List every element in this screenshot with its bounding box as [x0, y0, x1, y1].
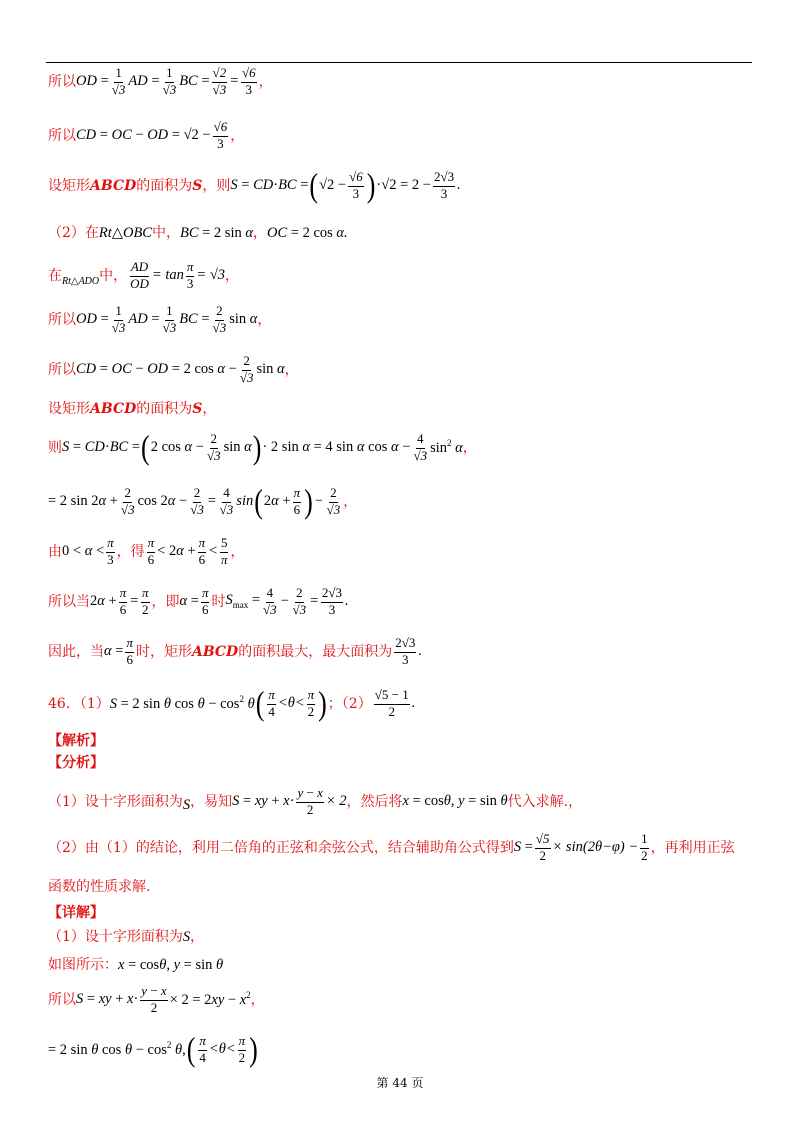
- line-max: 所以当 2α + $\frac{\pi}{6}$ = $\frac{\pi}{2}$ ，即 α = $\frac{\pi}{6}$ 时 $S_{max}$ = 4 √ 3 − 2 √ 3 = $\frac{2√ 3}{3}$ .: [48, 586, 349, 617]
- line-od: 所以 OD = 1 √ 3 AD = 1 √ 3 BC = √ 2 √ 3 = √ $\frac{6}{3}$ ，: [48, 66, 273, 97]
- line-set-rect: 设矩形 ABCD 的面积为 S ，: [48, 401, 217, 417]
- line-fx2-cont: 函数的性质求解.: [48, 879, 151, 895]
- line-od2: 所以 OD = 1 √ 3 AD = 1 √ 3 BC = 2 √ 3 sin α ，: [48, 304, 271, 335]
- line-cd2: 所以 CD = OC − OD = 2 cos α − 2 √ 3 sin α ，: [48, 354, 299, 385]
- line-part2: （2）在 Rt△OBC 中， BC = 2 sin α ， OC = 2 cos α .: [48, 225, 348, 242]
- header-rule: [46, 62, 752, 63]
- section-xiangjie: 【详解】: [48, 905, 104, 921]
- line-s-final: = 2 sin θ $\cos \theta - \cos^2 \theta$, ( $\frac{\pi}{4}$ < θ < $\frac{\pi}{2}$ ): [48, 1030, 258, 1068]
- section-fenxi: 【分析】: [48, 755, 104, 771]
- line-fx1: （1）设十字形面积为 S ，易知 S = xy + x· $\frac{y - x}{2}$ × 2 ，然后将 x = cosθ, y = sin θ 代入求解.，: [48, 785, 583, 817]
- line-q46: 46．（1） S = 2 sin θ $\cos \theta - \cos^2 \theta$ ( $\frac{\pi}{4}$ < θ < $\frac{\pi}{2}$ ) ；（2） √ $\frac{5 - 1}{2}$ .: [48, 688, 415, 719]
- line-xj1: （1）设十字形面积为 S ，: [48, 929, 205, 946]
- line-area1: 设矩形 ABCD 的面积为 S ，则 S = CD·BC = ( √ 2 − √ $\frac{6}{3}$ ) ·√ 2 = 2 − $\frac{2√ 3}{3}$ .: [48, 170, 461, 201]
- line-cd: 所以 CD = OC − OD = √ 2 − √ $\frac{6}{3}$ ，: [48, 120, 244, 151]
- section-jiexi: 【解析】: [48, 733, 104, 749]
- line-s-simplify: = 2 sin 2α + 2 √ 3 cos 2α − 2 √ 3 = 4 √ 3 sin ( 2α + $\frac{\pi}{6}$ ) − 2 √ 3 ，: [48, 486, 357, 517]
- line-s-expand: 则 S = CD·BC = ( 2 cos α − 2 √ 3 sin α ) · 2 sin α = 4 sin α cos α − 4 √ 3 $\sin^2 \alpha$ ，: [48, 432, 477, 463]
- line-s-xy: 所以 S = xy + x· $\frac{y - x}{2}$ × $2 = 2xy - x^2$ ，: [48, 983, 265, 1015]
- line-conclusion: 因此，当 α = $\frac{\pi}{6}$ 时，矩形 ABCD 的面积最大，最大面积为 $\frac{2√ 3}{3}$ .: [48, 636, 422, 667]
- line-ruti: 如图所示： x = cosθ, y = sin θ: [48, 957, 224, 974]
- line-fx2: （2）由（1）的结论，利用二倍角的正弦和余弦公式，结合辅助角公式得到 S = √ $\frac{5}{2}$ × sin (2 θ − φ ) − $\frac{1}{2}$ ，再利用正弦: [48, 832, 735, 863]
- page-number: 第 44 页: [376, 1076, 424, 1090]
- line-tan: 在 Rt△ADO 中， $\frac{AD}{OD}$ = tan $\frac{\pi}{3}$ = √ 3 ，: [48, 260, 239, 291]
- line-range: 由 0 < α < $\frac{\pi}{3}$ ，得 $\frac{\pi}{6}$ < 2α + $\frac{\pi}{6}$ < $\frac{5}{\pi}$ ，: [48, 535, 245, 567]
